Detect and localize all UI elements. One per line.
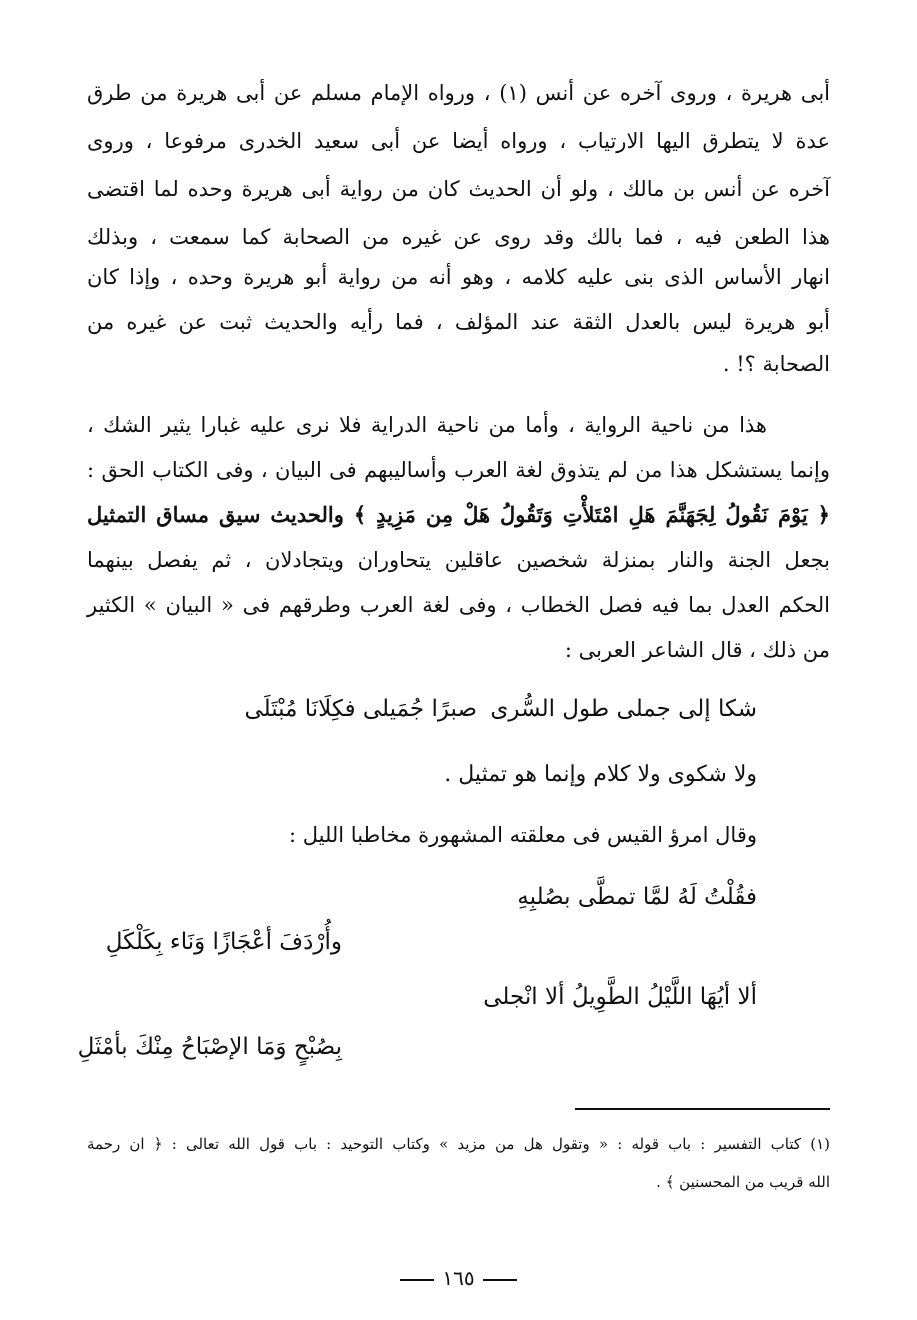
para1-line-1: أبى هريرة ، وروى آخره عن أنس (١) ، ورواه الإمام مسلم عن أبى هريرة من طرق [87, 81, 830, 105]
para1-line-3: آخره عن أنس بن مالك ، ولو أن الحديث كان من رواية أبى هريرة وحده لما اقتضى [87, 177, 830, 201]
para2-line-3-quran: ﴿ يَوْمَ نَقُولُ لِجَهَنَّمَ هَلِ امْتَلأْتِ وَتَقُولُ هَلْ مِن مَزِيدٍ ﴾ والحديث سيق مساق التمثيل [87, 502, 830, 527]
para1-line-4: هذا الطعن فيه ، فما بالك وقد روى عن غيره من الصحابة كما سمعت ، وبذلك [87, 225, 830, 249]
footnote-separator [575, 1108, 830, 1110]
para2-line-2: وإنما يستشكل هذا من لم يتذوق لغة العرب وأساليبهم فى البيان ، وفى الكتاب الحق : [87, 458, 830, 482]
para1-line-6: أبو هريرة ليس بالعدل الثقة عند المؤلف ، فما رأيه والحديث ثبت عن غيره من [87, 310, 830, 334]
page-number-text: ١٦٥ [442, 1266, 475, 1290]
verse1-hemistich-1: شكا إلى جملى طول السُّرى [490, 696, 757, 722]
para2-line-5: الحكم العدل بما فيه فصل الخطاب ، وفى لغة العرب وطرقهم فى « البيان » الكثير [87, 593, 830, 617]
footnote-line-1: (١) كتاب التفسير : باب قوله : « وتقول هل من مزيد » وكتاب التوحيد : باب قول الله تعالى : ﴿ ان رحمة [87, 1135, 830, 1153]
verse1-hemistich-2: صبرًا جُمَيلى فكِلَانَا مُبْتَلَى [244, 696, 477, 722]
para2-line-6: من ذلك ، قال الشاعر العربى : [564, 638, 830, 662]
page-number [0, 1266, 917, 1290]
verse2-line-d: بِصُبْحٍ وَمَا الإصْبَاحُ مِنْكَ بأمْثَلِ [77, 1034, 342, 1060]
line-after-verse1: ولا شكوى ولا كلام وإنما هو تمثيل . [444, 762, 757, 787]
para1-line-5: انهار الأساس الذى بنى عليه كلامه ، وهو أنه من رواية أبو هريرة وحده ، وإذا كان [87, 265, 830, 289]
para2-line-1: هذا من ناحية الرواية ، وأما من ناحية الدراية فلا نرى عليه غبارا يثير الشك ، [87, 413, 767, 437]
para2-line-4: بجعل الجنة والنار بمنزلة شخصين عاقلين يتحاوران ويتجادلان ، ثم يفصل بينهما [87, 548, 830, 572]
line-imru-alqais: وقال امرؤ القيس فى معلقته المشهورة مخاطبا الليل : [288, 823, 757, 847]
para1-line-7: الصحابة ؟! . [722, 352, 830, 376]
footnote-line-2: الله قريب من المحسنين ﴾ . [656, 1173, 830, 1191]
verse2-line-b: وأُرْدَفَ أعْجَازًا وَنَاء بِكَلْكَلِ [105, 929, 342, 955]
verse2-line-c: ألا أيُهَا اللَّيْلُ الطَّوِيلُ ألا انْجلى [483, 984, 757, 1010]
page-number-dash-left [400, 1279, 434, 1281]
page-number-dash-right [483, 1279, 517, 1281]
verse2-line-a: فقُلْتُ لَهُ لمَّا تمطَّى بصُلبِهِ [517, 884, 757, 910]
para1-line-2: عدة لا يتطرق اليها الارتياب ، ورواه أيضا عن أبى سعيد الخدرى مرفوعا ، وروى [87, 129, 830, 153]
